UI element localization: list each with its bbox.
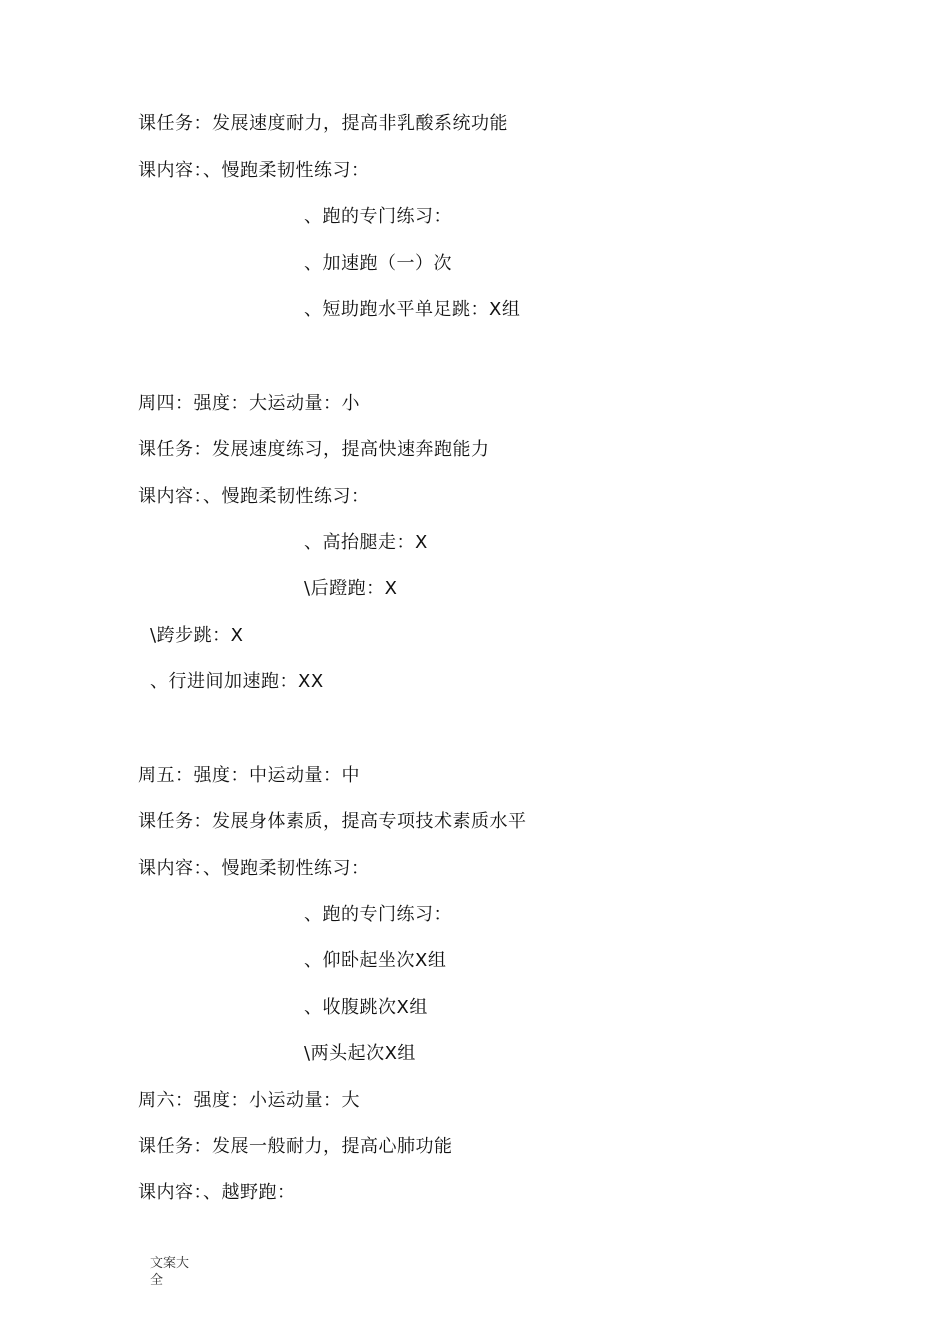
text-line: 、加速跑（一）次	[304, 253, 452, 274]
text-line: 、收腹跳次X组	[304, 997, 428, 1018]
text-line: \两头起次X组	[304, 1043, 416, 1064]
text-line: 、短助跑水平单足跳：X组	[304, 299, 521, 320]
text-line: 周四：强度：大运动量：小	[138, 393, 360, 414]
footer-line: 全	[150, 1273, 164, 1288]
page-footer	[150, 1255, 200, 1289]
text-line: 课内容：、慢跑柔韧性练习：	[138, 160, 370, 181]
text-line: 、行进间加速跑：XX	[150, 671, 324, 692]
text-line: 课内容：、慢跑柔韧性练习：	[138, 858, 370, 879]
text-line: 课任务：发展一般耐力，提高心肺功能	[138, 1136, 453, 1157]
text-line: 课内容：、慢跑柔韧性练习：	[138, 486, 370, 507]
text-line: 、跑的专门练习：	[304, 206, 452, 227]
footer-line: 文案大	[150, 1256, 190, 1271]
text-line: 、跑的专门练习：	[304, 904, 452, 925]
text-line: \后蹬跑：X	[304, 578, 398, 599]
text-line: 课内容：、越野跑：	[138, 1182, 296, 1203]
text-line: 课任务：发展速度耐力，提高非乳酸系统功能	[138, 113, 508, 134]
text-line: 周五：强度：中运动量：中	[138, 765, 360, 786]
text-line: 、仰卧起坐次X组	[304, 950, 447, 971]
text-line: 课任务：发展身体素质，提高专项技术素质水平	[138, 811, 527, 832]
text-line: \跨步跳：X	[150, 625, 244, 646]
text-line: 、高抬腿走：X	[304, 532, 428, 553]
text-line: 周六：强度：小运动量：大	[138, 1090, 360, 1111]
text-line: 课任务：发展速度练习，提高快速奔跑能力	[138, 439, 490, 460]
